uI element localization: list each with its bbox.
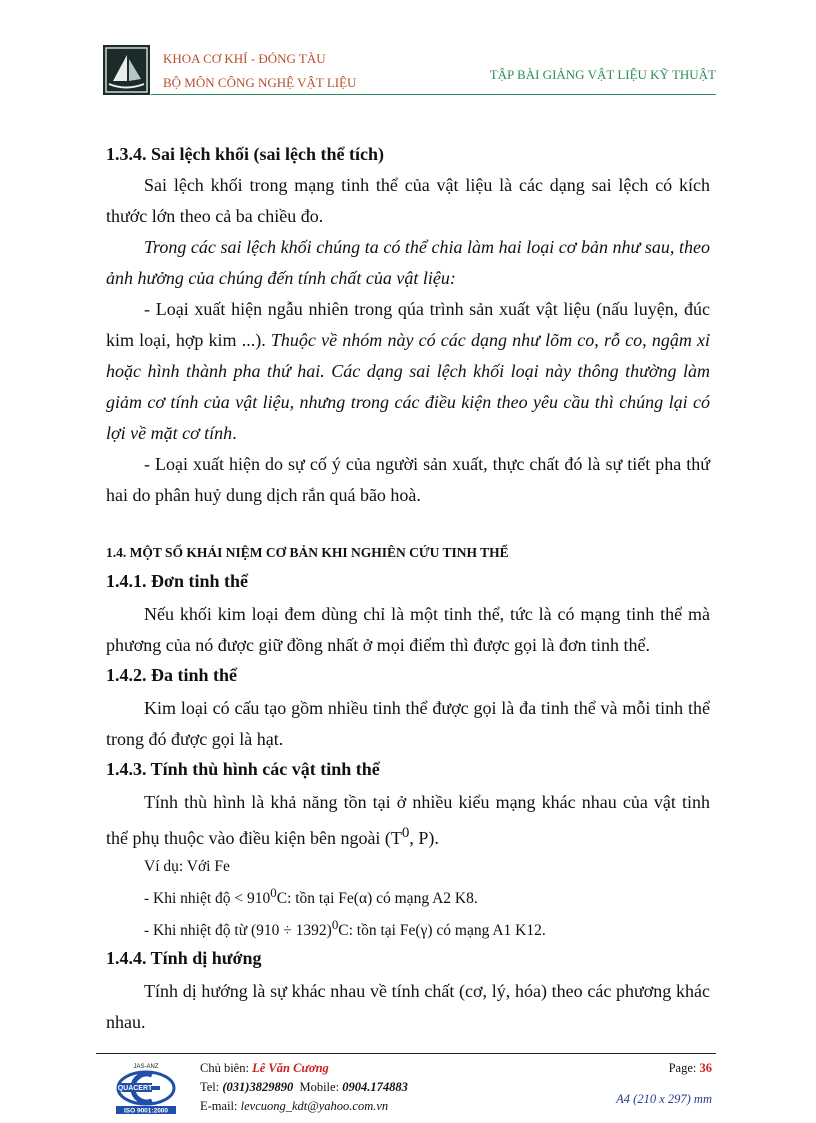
section-1-4-3-heading: 1.4.3. Tính thù hình các vật tinh thể xyxy=(106,759,380,779)
logo-iso-text: ISO 9001:2000 xyxy=(123,1107,169,1115)
paragraph: Kim loại có cấu tạo gồm nhiều tinh thể được gọi là đa tinh thể và mỗi tinh thể trong đó được gọi là hạt. xyxy=(106,698,710,749)
paragraph-intentional: - Loại xuất hiện do sự cố ý của người sản xuất, thực chất đó là sự tiết pha thứ hai do phân huỷ dung dịch rắn quá bão hoà. xyxy=(106,454,710,505)
example-line xyxy=(144,912,710,944)
page-content xyxy=(106,140,710,1038)
page-footer xyxy=(96,1053,716,1115)
department-name: BỘ MÔN CÔNG NGHỆ VẬT LIỆU xyxy=(163,75,357,90)
logo-brand-text: QUACERT xyxy=(117,1085,153,1092)
book-title: TẬP BÀI GIẢNG VẬT LIỆU KỸ THUẬT xyxy=(489,67,716,82)
logo-top-text: JAS-ANZ xyxy=(133,1064,159,1070)
section-1-4-4-heading: 1.4.4. Tính dị hướng xyxy=(106,948,262,969)
example-label: Ví dụ: Với Fe xyxy=(144,858,230,875)
page-label: Page: xyxy=(668,1061,700,1075)
page-header xyxy=(103,43,716,101)
superscript: 0 xyxy=(270,885,277,900)
editor-label: Chủ biên: xyxy=(200,1061,253,1075)
editor-line xyxy=(200,1059,408,1078)
mobile-label: Mobile: xyxy=(293,1080,343,1094)
tel-number: (031)3829890 xyxy=(222,1080,294,1094)
email-line xyxy=(200,1097,408,1116)
footer-divider xyxy=(96,1053,716,1054)
tel-label: Tel: xyxy=(200,1080,223,1094)
text: - Khi nhiệt độ < 910 xyxy=(144,890,271,908)
footer-page-info xyxy=(616,1059,712,1109)
paragraph: Sai lệch khối trong mạng tinh thể của vật liệu là các dạng sai lệch có kích thước lớn theo cả ba chiều đo. xyxy=(106,175,710,226)
ship-sail-logo-icon xyxy=(103,45,150,95)
section-1-4-1-heading: 1.4.1. Đơn tinh thể xyxy=(106,571,248,591)
paper-size: A4 (210 x 297) mm xyxy=(616,1092,712,1106)
paragraph: Nếu khối kim loại đem dùng chỉ là một tinh thể, tức là có mạng tinh thể mà phương của nó được giữ đồng nhất ở mọi điểm thì được gọi là đơn tinh thể. xyxy=(106,604,710,655)
text-normal: - Loại xuất hiện ngẫu nhiên trong qúa trình sản xuất vật liệu (nấu luyện, đúc kim loại, hợp kim ...). xyxy=(106,299,710,350)
paragraph xyxy=(106,787,710,854)
section-1-3-4-heading: 1.3.4. Sai lệch khối (sai lệch thể tích) xyxy=(106,144,384,164)
footer-contact xyxy=(200,1059,408,1116)
section-1-4-2-heading: 1.4.2. Đa tinh thể xyxy=(106,665,238,685)
paragraph-italic: Trong các sai lệch khối chúng ta có thể chia làm hai loại cơ bản như sau, theo ảnh hưởng của chúng đến tính chất của vật liệu: xyxy=(106,237,710,288)
email-address: levcuong_kdt@yahoo.com.vn xyxy=(240,1099,389,1113)
paragraph: Tính dị hướng là sự khác nhau về tính chất (cơ, lý, hóa) theo các phương khác nhau. xyxy=(106,981,710,1033)
superscript: 0 xyxy=(331,917,339,933)
text-italic: Thuộc về nhóm này có các dạng như lõm co, rỗ co, ngậm xỉ hoặc hình thành pha thứ hai. Các dạng sai lệch khối loại này thông thường làm giảm cơ tính của vật liệu, nhưng trong các điều kiện theo yêu cầu thì chúng lại có lợi về mặt cơ tính xyxy=(106,330,710,443)
email-label: E-mail: xyxy=(200,1099,241,1113)
superscript: 0 xyxy=(401,825,410,841)
page-number: 36 xyxy=(699,1061,712,1075)
mobile-number: 0904.174883 xyxy=(342,1080,408,1094)
text: C: tồn tại Fe(α) có mạng A2 K8. xyxy=(276,890,478,908)
text: - Khi nhiệt độ từ (910 ÷ 1392) xyxy=(144,922,332,940)
header-divider xyxy=(151,94,716,95)
section-1-4-title: 1.4. MỘT SỐ KHÁI NIỆM CƠ BẢN KHI NGHIÊN CỨU TINH THỂ xyxy=(106,545,509,560)
text: Tính thù hình là khả năng tồn tại ở nhiều kiểu mạng khác nhau của vật tinh thể phụ thuộc vào điều kiện bên ngoài (T xyxy=(106,792,710,848)
example-line xyxy=(144,880,710,912)
phone-line xyxy=(200,1078,408,1097)
text-end: . xyxy=(232,423,237,443)
text: , P). xyxy=(409,828,439,848)
quacert-iso-logo-icon xyxy=(108,1061,184,1115)
header-left xyxy=(163,47,356,95)
text: C: tồn tại Fe(γ) có mạng A1 K12. xyxy=(338,922,546,940)
page-line xyxy=(616,1059,712,1078)
paragraph-accidental xyxy=(106,294,710,449)
editor-name: Lê Văn Cương xyxy=(252,1061,329,1075)
faculty-name: KHOA CƠ KHÍ - ĐÓNG TÀU xyxy=(163,51,326,66)
